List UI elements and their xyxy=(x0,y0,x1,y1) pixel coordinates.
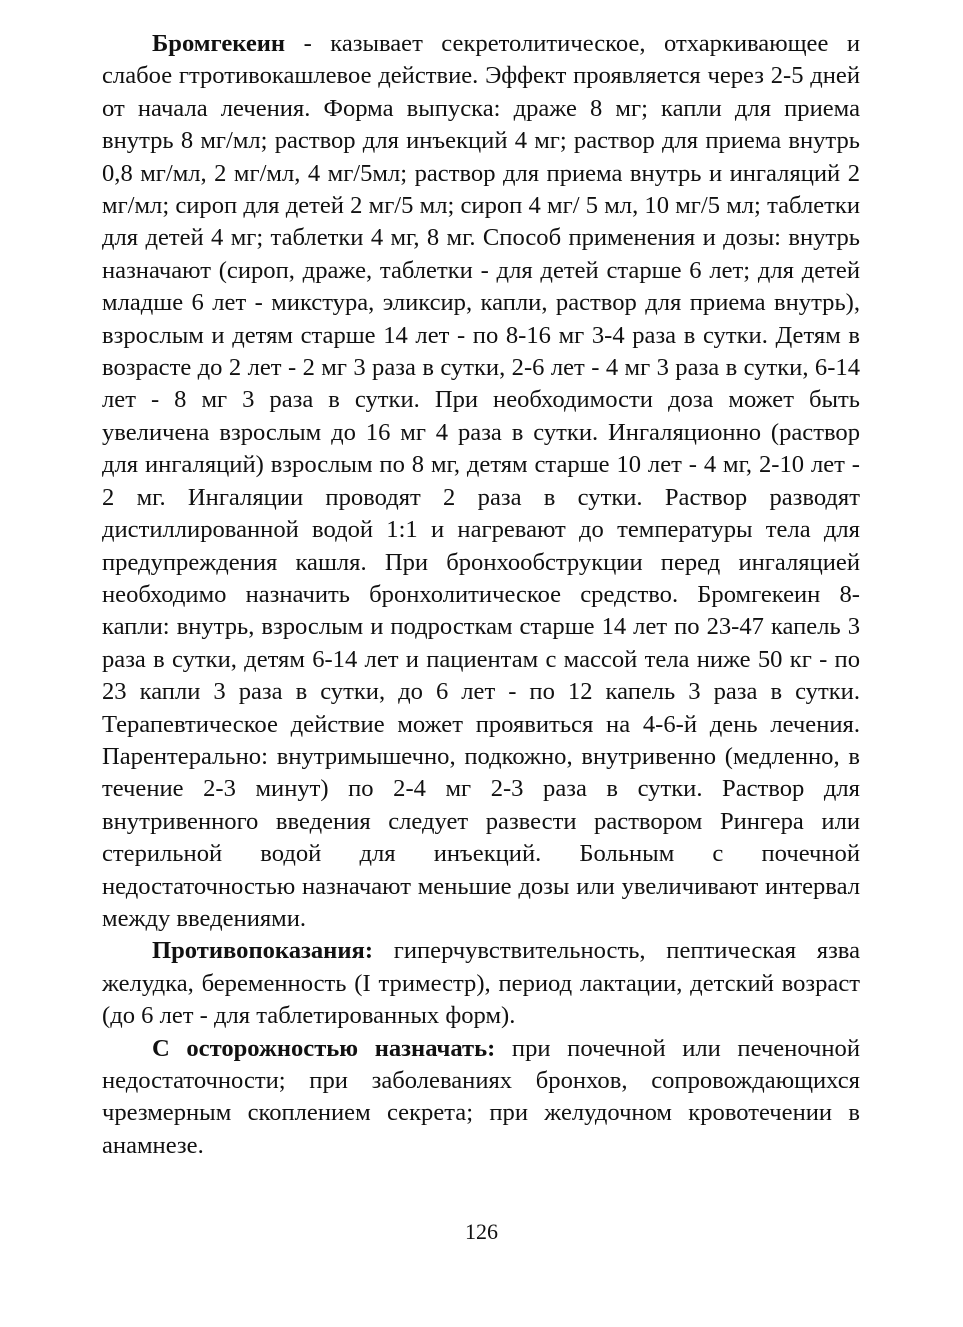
page-number: 126 xyxy=(465,1219,498,1244)
document-page xyxy=(102,28,860,1162)
drug-description-text: - казывает секретолитическое, отхаркивающее и слабое гтротивокашлевое действие. Эффект проявляется через 2-5 дней от начала лечения. Форма выпуска: драже 8 мг; капли для приема внутрь 8 мг/мл; раствор для инъекций 4 мг; раствор для приема внутрь 0,8 мг/мл, 2 мг/мл, 4 мг/5мл; раствор для приема внутрь и ингаляций 2 мг/мл; сироп для детей 2 мг/5 мл; сироп 4 мг/ 5 мл, 10 мг/5 мл; таблетки для детей 4 мг; таблетки 4 мг, 8 мг. Способ применения и дозы: внутрь назначают (сироп, драже, таблетки - для детей старше 6 лет; для детей младше 6 лет - микстура, эликсир, капли, раствор для приема внутрь), взрослым и детям старше 14 лет - по 8-16 мг 3-4 раза в сутки. Детям в возрасте до 2 лет - 2 мг 3 раза в сутки, 2-6 лет - 4 мг 3 раза в сутки, 6-14 лет - 8 мг 3 раза в сутки. При необходимости доза может быть увеличена взрослым до 16 мг 4 раза в сутки. Ингаляционно (раствор для ингаляций) взрослым по 8 мг, детям старше 10 лет - 4 мг, 2-10 лет - 2 мг. Ингаляции проводят 2 раза в сутки. Раствор разводят дистиллированной водой 1:1 и нагревают до температуры тела для предупреждения кашля. При бронхообструкции перед ингаляцией необходимо назначить бронхолитическое средство. Бромгекеин 8-капли: внутрь, взрослым и подросткам старше 14 лет по 23-47 капель 3 раза в сутки, детям 6-14 лет и пациентам с массой тела ниже 50 кг - по 23 капли 3 раза в сутки, до 6 лет - по 12 капель 3 раза в сутки. Терапевтическое действие может проявиться на 4-6-й день лечения. Парентерально: внутримышечно, подкожно, внутривенно (медленно, в течение 2-3 минут) по 2-4 мг 2-3 раза в сутки. Раствор для внутривенного введения следует развести раствором Рингера или стерильной водой для инъекций. Больным с почечной недостаточностью назначают меньшие дозы или увеличивают интервал между введениями. xyxy=(102,30,860,932)
contraindications-text: гиперчувствительность, пептическая язва желудка, беременность (I триместр), период лактации, детский возраст (до 6 лет - для таблетированных форм). xyxy=(102,937,860,1030)
paragraph-bromhexine-description xyxy=(102,28,860,935)
paragraph-cautions xyxy=(102,1033,860,1163)
drug-name-heading: Бромгекеин xyxy=(152,30,286,57)
cautions-heading: С осторожностью назначать: xyxy=(152,1034,496,1062)
contraindications-heading: Противопоказания: xyxy=(152,937,374,965)
cautions-text: при почечной или печеночной недостаточности; при заболеваниях бронхов, сопровождающихся чрезмерным скоплением секрета; при желудочном кровотечении в анамнезе. xyxy=(102,1034,860,1159)
paragraph-contraindications xyxy=(102,935,860,1032)
